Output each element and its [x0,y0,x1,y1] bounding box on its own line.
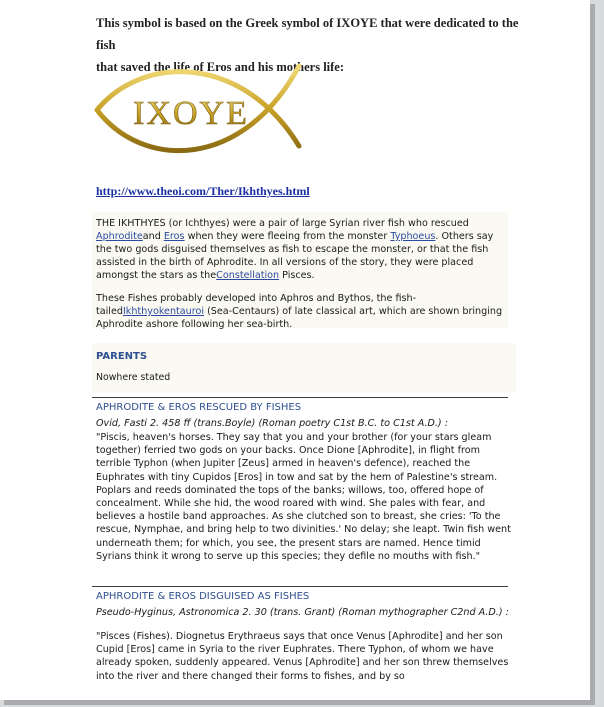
intro-line-2: that saved the life of Eros and his mothers life: [96,60,345,74]
p2-text-start: These Fishes probably developed into Aphros and Bythos, the fish-tailed [96,293,417,317]
theoi-source-link[interactable]: http://www.theoi.com/Ther/Ikhthyes.html [96,184,310,198]
intro-line-1: This symbol is based on the Greek symbol of IXOYE that were dedicated to the fish [96,16,519,52]
ichthys-fish-logo [93,58,325,170]
ovid-citation: Ovid, Fasti 2. 458 ff (trans.Boyle) (Roman poetry C1st B.C. to C1st A.D.) : [96,418,448,429]
p1-text-end: . Others say the two gods disguised themselves as fish to escape the monster, or that the fish assisted in the birth of Aphrodite. In all versions of the story, they were placed amongst the stars as the [96,231,494,281]
section-divider-2 [92,586,508,587]
link-ikhthyokentauroi[interactable]: Ikhthyokentauroi [122,306,205,317]
p1-text-start: THE IKHTHYES (or Ichthyes) were a pair of large Syrian river fish who rescued [96,218,469,229]
p1-text-mid: when they were fleeing from the monster [184,231,391,242]
ikhthyes-paragraph-2 [96,292,508,331]
link-typhoeus[interactable]: Typhoeus [390,231,436,242]
p1-and: and [142,231,164,242]
section-disguised-heading: APHRODITE & EROS DISGUISED AS FISHES [96,591,310,602]
parents-box [92,343,516,393]
link-eros[interactable]: Eros [163,231,185,242]
ikhthyes-paragraph-1 [96,217,508,282]
parents-heading: PARENTS [96,351,148,362]
ovid-quote: "Piscis, heaven's horses. They say that you and your brother (for your stars gleam together) ferried two gods on your backs. Once Dione [Aphrodite], in flight from terrible Typhon (when Jupiter [Zeus] armed in heaven's defence), reached the Euphrates with tiny Cupidos [Eros] in tow and sat by the hem of Palestine's stream. Poplars and reeds dominated the tops of the banks; willows, too, offered hope of concealment. While she hid, the wood roared with wind. She pales with fear, and believes a hostile band approaches. As she clutched son to breast, she cries: 'To the rescue, Nymphae, and bring help to two divinities.' No delay; she leapt. Twin fish went underneath them; for which, you see, the present stars are named. Hence timid Syrians think it wrong to serve up this species; they defile no mouths with fish." [96,432,511,562]
section-rescued-heading: APHRODITE & EROS RESCUED BY FISHES [96,402,302,413]
page-shadow-bottom [4,700,595,705]
ixoye-logo-text: IXOYE [133,95,249,132]
parents-value: Nowhere stated [96,372,171,383]
page-shadow-right [590,4,595,704]
link-constellation[interactable]: Constellation [216,270,280,281]
link-aphrodite[interactable]: Aphrodite [96,231,143,242]
p1-text-tail: Pisces. [279,270,315,281]
hyginus-citation: Pseudo-Hyginus, Astronomica 2. 30 (trans. Grant) (Roman mythographer C2nd A.D.) : [96,607,509,618]
p2-text-end: (Sea-Centaurs) of late classical art, which are shown bringing Aphrodite ashore following her sea-birth. [96,306,503,330]
hyginus-quote: "Pisces (Fishes). Diognetus Erythraeus says that once Venus [Aphrodite] and her son Cupid [Eros] came in Syria to the river Euphrates. There Typhon, of whom we have already spoken, suddenly appeared. Venus [Aphrodite] and her son threw themselves into the river and there changed their forms to fishes, and by so [96,631,509,682]
section-divider-1 [92,397,508,398]
